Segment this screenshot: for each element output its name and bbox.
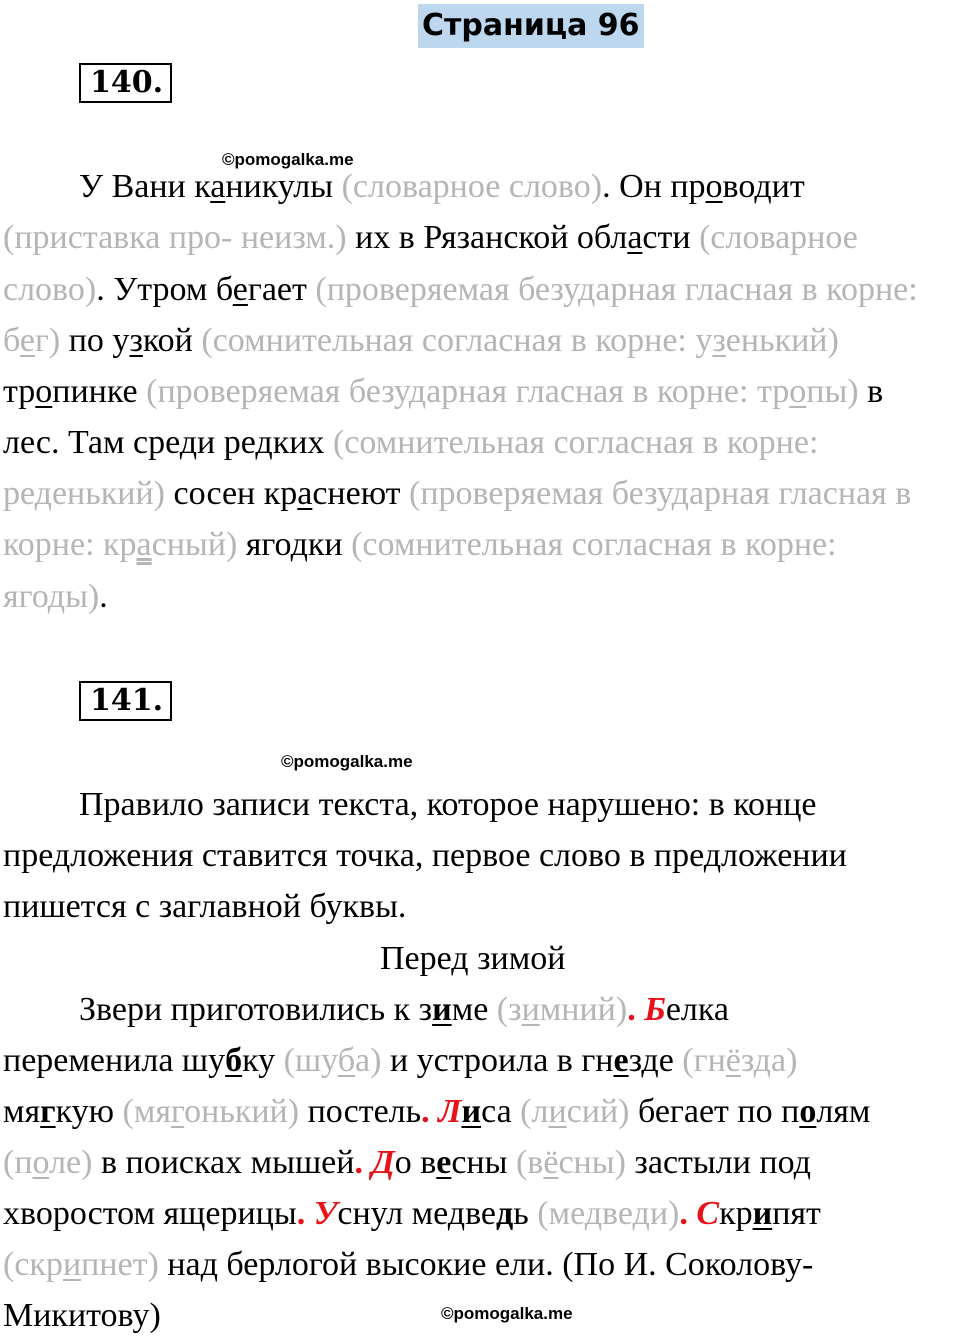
text-segment: . Он пр	[602, 168, 706, 205]
added-period: .	[627, 991, 645, 1028]
hint-text: ы)	[65, 578, 100, 615]
page-title: Страница 96	[418, 4, 644, 48]
watermark: ©pomogalka.me	[222, 150, 354, 169]
hint-text: пы)	[806, 373, 859, 410]
spelling-letter: а	[210, 168, 226, 205]
text-line	[3, 218, 858, 258]
text-line	[3, 270, 918, 310]
spelling-letter: и	[752, 1195, 773, 1232]
text-segment: . Утром б	[96, 271, 233, 308]
hint-text: (л	[520, 1093, 549, 1130]
text-segment: сны	[451, 1144, 516, 1181]
added-period: .	[296, 1195, 314, 1232]
hint-text: б	[3, 322, 20, 359]
hint-text: ре	[3, 475, 35, 512]
capital-letter-fix: Л	[438, 1093, 462, 1130]
text-line	[79, 990, 729, 1030]
task-number-dot: .	[152, 65, 164, 100]
text-line	[3, 1143, 811, 1183]
text-line	[79, 167, 805, 207]
hint-text: слово)	[3, 271, 97, 308]
spelling-letter: е	[232, 271, 248, 308]
text-segment: кр	[719, 1195, 753, 1232]
spelling-letter: з	[129, 322, 143, 359]
capital-letter-fix: Б	[644, 991, 666, 1028]
spelling-letter: б	[337, 1042, 356, 1079]
text-segment: переменила шу	[3, 1042, 226, 1079]
text-segment: снеют	[312, 475, 410, 512]
spelling-letter: ё	[543, 1144, 559, 1181]
added-period: .	[354, 1144, 372, 1181]
text-segment: гает	[247, 271, 316, 308]
hint-text: (з	[496, 991, 522, 1028]
added-period: .	[421, 1093, 439, 1130]
spelling-letter: д	[255, 424, 273, 461]
hint-text: ле)	[49, 1144, 93, 1181]
spelling-letter: а	[627, 219, 643, 256]
hint-text: (медве	[537, 1195, 633, 1232]
spelling-letter: и	[548, 1093, 567, 1130]
text-segment: мя	[3, 1093, 41, 1130]
spelling-letter: д	[632, 1195, 650, 1232]
task-number: 140	[90, 65, 153, 100]
rule-line: предложения ставится точка, первое слово в предложении	[3, 837, 847, 874]
text-line	[3, 1296, 161, 1336]
task-number-141	[79, 681, 172, 721]
text-segment: яго	[237, 526, 291, 563]
text-line	[3, 525, 837, 565]
spelling-letter: е	[613, 1042, 629, 1079]
hint-text: зда)	[740, 1042, 798, 1079]
spelling-letter: д	[290, 526, 308, 563]
spelling-letter: д	[47, 578, 66, 615]
text-segment: елка	[665, 991, 729, 1028]
text-line	[3, 321, 839, 361]
hint-text: (сомнительная согласная в корне:	[351, 526, 837, 563]
spelling-letter: а	[136, 526, 152, 563]
text-line	[3, 423, 818, 463]
hint-text: а)	[355, 1042, 382, 1079]
task-number-140	[79, 63, 172, 103]
text-segment: У Вани к	[79, 168, 211, 205]
spelling-letter: о	[789, 373, 807, 410]
text-line	[3, 474, 911, 514]
hint-text: (шу	[283, 1042, 338, 1079]
hint-text: (проверяемая безударная гласная в	[409, 475, 912, 512]
text-segment: в	[858, 373, 884, 410]
rule-line: пишется с заглавной буквы.	[3, 888, 407, 925]
text-line	[3, 1245, 813, 1285]
text-segment: и устроила в гн	[381, 1042, 614, 1079]
spelling-letter: г	[171, 1093, 185, 1130]
text-segment: сосен кр	[165, 475, 298, 512]
spelling-letter: и	[432, 991, 452, 1028]
text-line	[3, 1041, 797, 1081]
text-segment: ме	[451, 991, 497, 1028]
spelling-letter: б	[225, 1042, 243, 1079]
hint-text: корне: кр	[3, 526, 137, 563]
hint-text: онький)	[184, 1093, 300, 1130]
capital-letter-fix: Д	[371, 1144, 395, 1181]
text-segment: .	[99, 578, 108, 615]
hint-text: (словарное слово)	[341, 168, 603, 205]
hint-text: (проверяемая безударная гласная в корне: тр	[146, 373, 790, 410]
hint-text: мний)	[539, 991, 628, 1028]
spelling-letter: е	[19, 322, 35, 359]
text-segment: их в Рязанской обл	[346, 219, 628, 256]
task-number: 141	[90, 683, 153, 718]
spelling-letter: о	[35, 373, 53, 410]
hint-text: г)	[34, 322, 61, 359]
spelling-letter: и	[62, 1246, 82, 1283]
text-segment: Звери приготовились к з	[79, 991, 433, 1028]
text-segment: по у	[60, 322, 130, 359]
hint-text: (сомнительная согласная в корне: у	[201, 322, 713, 359]
watermark: ©pomogalka.me	[281, 752, 413, 771]
spelling-letter: д	[34, 475, 52, 512]
spelling-letter: з	[712, 322, 726, 359]
text-line	[3, 372, 883, 412]
capital-letter-fix: С	[696, 1195, 720, 1232]
text-segment: са	[481, 1093, 521, 1130]
hint-text: (скр	[3, 1246, 63, 1283]
hint-text: (сомнительная согласная в корне:	[332, 424, 819, 461]
hint-text: енький)	[51, 475, 165, 512]
text-segment: в поисках мышей	[92, 1144, 355, 1181]
capital-letter-fix: У	[313, 1195, 338, 1232]
hint-text: (приставка про- неизм.)	[3, 219, 347, 256]
spelling-letter: о	[705, 168, 723, 205]
text-segment: постель	[299, 1093, 422, 1130]
text-segment: лес. Там среди ре	[3, 424, 256, 461]
watermark: ©pomogalka.me	[441, 1304, 573, 1323]
text-segment: застыли под	[625, 1144, 811, 1181]
spelling-letter: о	[799, 1093, 817, 1130]
text-segment: водит	[722, 168, 805, 205]
text-segment: пят	[772, 1195, 821, 1232]
text-line	[3, 1092, 870, 1132]
text-segment: о в	[394, 1144, 437, 1181]
hint-text: сны)	[558, 1144, 626, 1181]
text-segment: ких	[272, 424, 333, 461]
spelling-letter: г	[40, 1093, 56, 1130]
text-segment: ки	[307, 526, 352, 563]
task-number-dot: .	[152, 683, 164, 718]
text-segment: тр	[3, 373, 36, 410]
hint-text: и)	[649, 1195, 680, 1232]
hint-text: (п	[3, 1144, 33, 1181]
spelling-letter: ё	[725, 1042, 741, 1079]
hint-text: енький)	[725, 322, 839, 359]
spelling-letter: о	[32, 1144, 50, 1181]
text-segment: лям	[816, 1093, 871, 1130]
hint-text: (в	[515, 1144, 544, 1181]
hint-text: (гн	[682, 1042, 726, 1079]
text-line	[3, 1194, 821, 1234]
rule-line: Правило записи текста, которое нарушено: в конце	[79, 786, 817, 823]
hint-text: (словарное	[699, 219, 858, 256]
hint-text: (проверяемая безударная гласная в корне:	[315, 271, 918, 308]
story-title: Перед зимой	[380, 940, 566, 977]
spelling-letter: д	[496, 1195, 514, 1232]
hint-text: яго	[3, 578, 48, 615]
text-line	[3, 577, 108, 617]
text-segment: хворостом ящерицы	[3, 1195, 297, 1232]
spelling-letter: и	[461, 1093, 482, 1130]
spelling-letter: е	[436, 1144, 452, 1181]
text-segment: пинке	[52, 373, 147, 410]
added-period: .	[679, 1195, 697, 1232]
text-segment: Микитову)	[3, 1297, 161, 1334]
text-segment: снул медве	[337, 1195, 497, 1232]
hint-text: сный)	[151, 526, 238, 563]
text-segment: зде	[628, 1042, 683, 1079]
text-segment: сти	[642, 219, 700, 256]
text-segment: бегает по п	[629, 1093, 800, 1130]
hint-text: (мя	[122, 1093, 172, 1130]
text-segment: никулы	[225, 168, 342, 205]
text-segment: ь	[513, 1195, 538, 1232]
hint-text: пнет)	[81, 1246, 159, 1283]
spelling-letter: и	[521, 991, 540, 1028]
text-segment: кой	[142, 322, 202, 359]
text-segment: ку	[242, 1042, 284, 1079]
hint-text: сий)	[566, 1093, 630, 1130]
text-segment: кую	[55, 1093, 123, 1130]
text-segment: над берлогой высокие ели. (По И. Соколову-	[158, 1246, 814, 1283]
spelling-letter: а	[297, 475, 313, 512]
